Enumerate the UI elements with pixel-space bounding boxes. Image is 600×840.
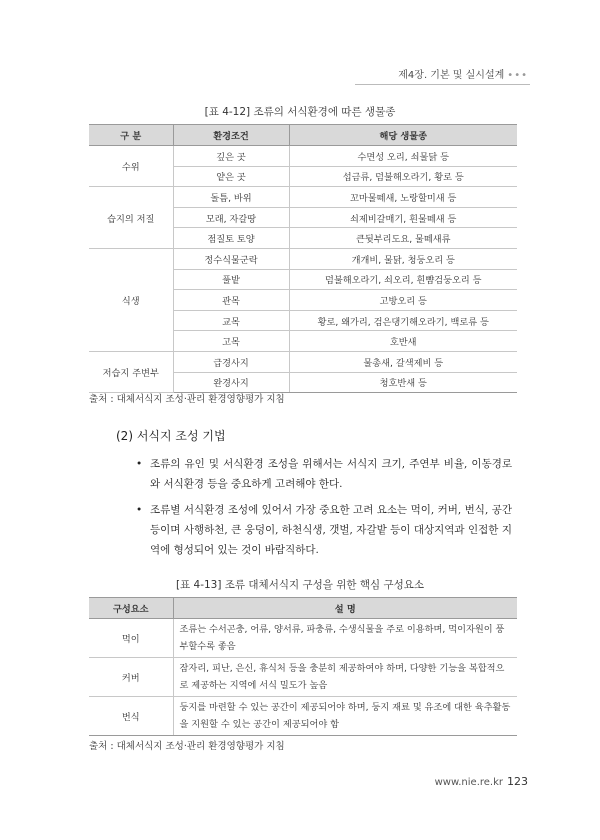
description-cell: 조류는 수서곤충, 어류, 양서류, 파충류, 수생식물을 주로 이용하며, 먹이자원이 풍부할수록 좋음 (173, 619, 517, 658)
page-footer (435, 775, 528, 788)
table-row (89, 248, 517, 269)
table1-header: 해당 생물종 (289, 125, 517, 146)
table2-header: 구성요소 (89, 598, 173, 619)
header-rule (355, 84, 530, 85)
table2-header: 설 명 (173, 598, 517, 619)
element-cell: 먹이 (89, 619, 173, 658)
category-cell: 식생 (89, 248, 173, 351)
table-row (89, 619, 517, 658)
description-cell: 둥지를 마련할 수 있는 공간이 제공되어야 하며, 둥지 재료 및 유조에 대한 육추활동을 지원할 수 있는 공간이 제공되어야 함 (173, 697, 517, 736)
condition-cell: 돌틈, 바위 (173, 187, 289, 208)
species-cell: 덤불해오라기, 쇠오리, 흰뺨검둥오리 등 (289, 269, 517, 290)
habitat-species-table (89, 124, 517, 393)
bullet-item (136, 454, 512, 494)
running-header (398, 66, 528, 81)
condition-cell: 정수식물군락 (173, 248, 289, 269)
table-row (89, 146, 517, 167)
table-row (89, 697, 517, 736)
species-cell: 고방오리 등 (289, 290, 517, 311)
species-cell: 섭금류, 덤불해오라기, 황로 등 (289, 166, 517, 187)
species-cell: 수면성 오리, 쇠물닭 등 (289, 146, 517, 167)
table1-header: 환경조건 (173, 125, 289, 146)
table1-header: 구 분 (89, 125, 173, 146)
condition-cell: 점질토 토양 (173, 228, 289, 249)
description-cell: 잠자리, 피난, 은신, 휴식처 등을 충분히 제공하여야 하며, 다양한 기능을 복합적으로 제공하는 지역에 서식 밀도가 높음 (173, 658, 517, 697)
species-cell: 물총새, 갈색제비 등 (289, 351, 517, 372)
species-cell: 개개비, 물닭, 청둥오리 등 (289, 248, 517, 269)
category-cell: 수위 (89, 146, 173, 187)
condition-cell: 완경사지 (173, 372, 289, 393)
condition-cell: 교목 (173, 310, 289, 331)
table-row (89, 658, 517, 697)
table2-source: 출처 : 대체서식지 조성·관리 환경영향평가 지침 (89, 741, 285, 752)
bullet-dot: • (136, 458, 143, 470)
condition-cell: 깊은 곳 (173, 146, 289, 167)
table2-header-row (89, 598, 517, 619)
element-cell: 커버 (89, 658, 173, 697)
table-row (89, 351, 517, 372)
condition-cell: 풀밭 (173, 269, 289, 290)
chapter-title: 제4장. 기본 및 실시설계 (398, 70, 505, 81)
bullet-dot: • (136, 504, 143, 516)
species-cell: 청호반새 등 (289, 372, 517, 393)
table1-caption: [표 4-12] 조류의 서식환경에 따른 생물종 (204, 106, 396, 118)
species-cell: 쇠제비갈매기, 흰물떼새 등 (289, 207, 517, 228)
page-number: 123 (507, 775, 528, 788)
bullet-text: 조류별 서식환경 조성에 있어서 가장 중요한 고려 요소는 먹이, 커버, 번식, 공간 등이며 사행하천, 큰 웅덩이, 하천식생, 갯벌, 자갈밭 등이 대상지역과 인접한 지역에 형성되어 있는 것이 바람직하다. (150, 504, 512, 556)
species-cell: 꼬마물떼새, 노랑할미새 등 (289, 187, 517, 208)
condition-cell: 급경사지 (173, 351, 289, 372)
bullet-text: 조류의 유인 및 서식환경 조성을 위해서는 서식지 크기, 주연부 비율, 이동경로와 서식환경 등을 중요하게 고려해야 한다. (150, 458, 512, 490)
species-cell: 큰뒷부리도요, 물떼새류 (289, 228, 517, 249)
header-dots: ••• (507, 70, 528, 81)
category-cell: 저습지 주변부 (89, 351, 173, 392)
species-cell: 황로, 왜가리, 검은댕기해오라기, 백로류 등 (289, 310, 517, 331)
section-heading: (2) 서식지 조성 기법 (116, 429, 226, 443)
table1-source: 출처 : 대체서식지 조성·관리 환경영향평가 지침 (89, 394, 285, 405)
bullet-item (136, 500, 512, 560)
core-elements-table (89, 597, 517, 736)
condition-cell: 얕은 곳 (173, 166, 289, 187)
category-cell: 습지의 저질 (89, 187, 173, 249)
element-cell: 번식 (89, 697, 173, 736)
species-cell: 호반새 (289, 331, 517, 352)
footer-url: www.nie.re.kr (434, 777, 503, 788)
condition-cell: 관목 (173, 290, 289, 311)
table1-header-row (89, 125, 517, 146)
condition-cell: 모래, 자갈땅 (173, 207, 289, 228)
table-row (89, 187, 517, 208)
condition-cell: 고목 (173, 331, 289, 352)
table2-caption: [표 4-13] 조류 대체서식지 구성을 위한 핵심 구성요소 (175, 579, 425, 591)
